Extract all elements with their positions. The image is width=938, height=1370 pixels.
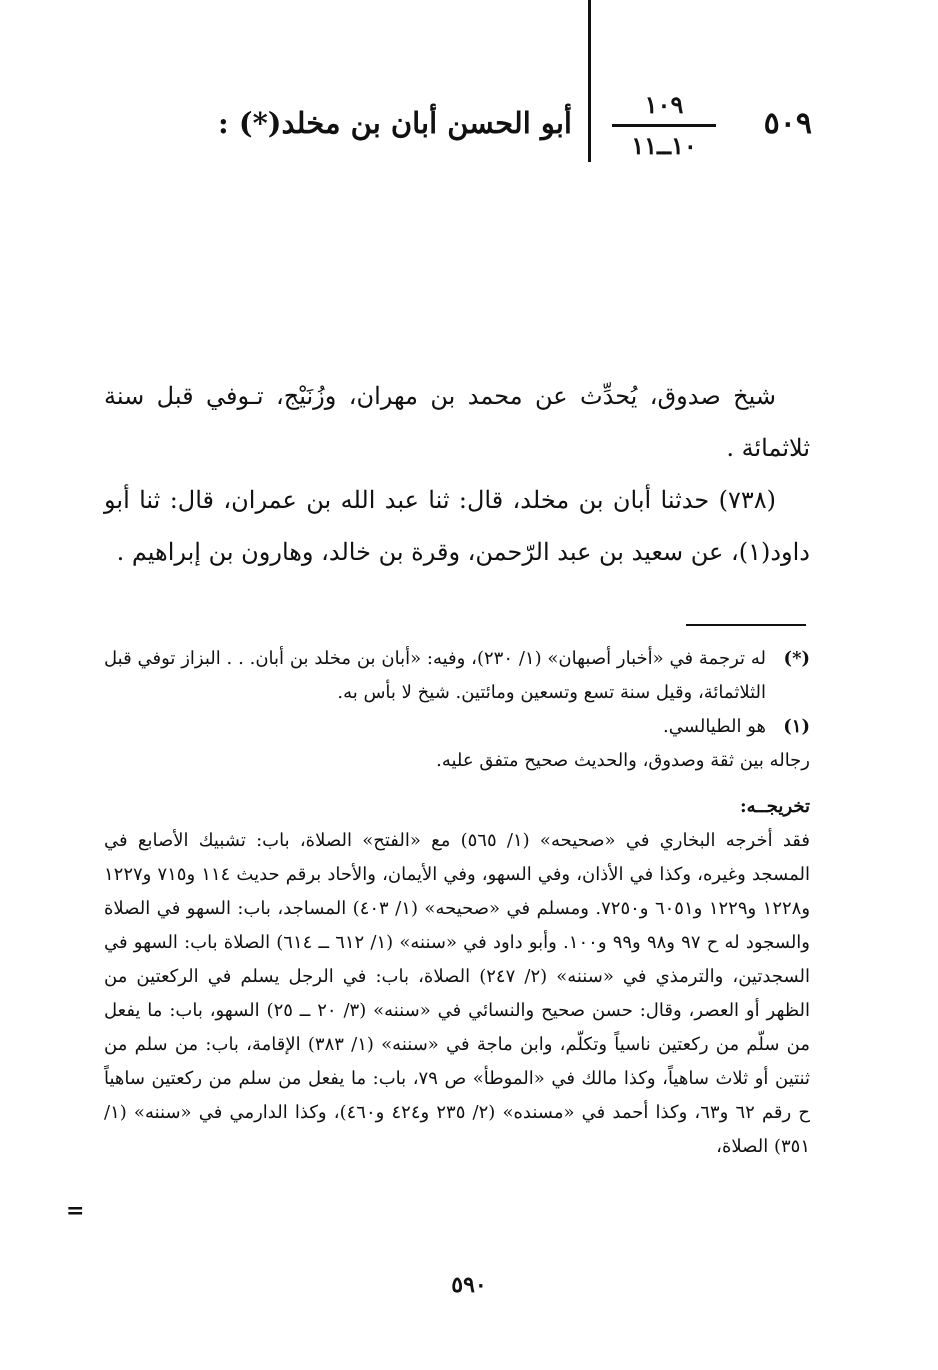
fraction-bar <box>612 124 716 127</box>
footnote-marker: (*) <box>783 648 810 669</box>
biography-paragraph <box>104 370 810 474</box>
hadith-text: (٧٣٨) حدثنا أبان بن مخلد، قال: ثنا عبد الله بن عمران، قال: ثنا أبو داود(١)، عن سعيد بن عبد الرّحمن، وقرة بن خالد، وهارون بن إبراهيم . <box>104 486 810 566</box>
page-number: ٥٩٠ <box>451 1272 487 1298</box>
footnote-marker: (١) <box>783 716 810 737</box>
header-vertical-rule <box>588 0 591 162</box>
entry-number: ٥٠٩ <box>763 106 812 141</box>
reference-bottom: ١٠ــ١١ <box>631 131 697 160</box>
reference-fraction <box>612 88 716 163</box>
footnote <box>104 710 810 744</box>
hadith-paragraph <box>104 474 810 578</box>
footnotes-block <box>104 642 810 1164</box>
footnote-separator <box>686 624 806 626</box>
biography-text: شيخ صدوق، يُحدِّث عن محمد بن مهران، وزُنَيْج، تـوفي قبل سنة ثلاثمائة . <box>104 382 810 462</box>
footnote-text: هو الطيالسي. <box>663 716 766 737</box>
footnote <box>104 642 810 710</box>
takhrij-text: فقد أخرجه البخاري في «صحيحه» (١/ ٥٦٥) مع «الفتح» الصلاة، باب: تشبيك الأصابع في المسجد وغيره، وكذا في الأذان، وفي السهو، وفي الأيمان، والأحاد برقم حديث ١١٤ و٧١٥ و١٢٢٧ و١٢٢٨ و١٢٢٩ و٦٠٥١ و٧٢٥٠. ومسلم في «صحيحه» (١/ ٤٠٣) المساجد، باب: السهو في الصلاة والسجود له ح ٩٧ و٩٨ و٩٩ و١٠٠. وأبو داود في «سننه» (١/ ٦١٢ ــ ٦١٤) الصلاة باب: السهو في السجدتين، والترمذي في «سننه» (٢/ ٢٤٧) الصلاة، باب: في الرجل يسلم في الركعتين من الظهر أو العصر، وقال: حسن صحيح والنسائي في «سننه» (٣/ ٢٠ ــ ٢٥) السهو، باب: ما يفعل من سلّم من ركعتين ناسياً وتكلّم، وابن ماجة في «سننه» (١/ ٣٨٣) الإقامة، باب: من سلم من ثنتين أو ثلاث ساهياً، وكذا مالك في «الموطأ» ص ٧٩، باب: ما يفعل من سلم من ركعتين ساهياً ح رقم ٦٢ و٦٣، وكذا أحمد في «مسنده» (٢/ ٢٣٥ و٤٢٤ و٤٦٠)، وكذا الدارمي في «سننه» (١/ ٣٥١) الصلاة، <box>104 830 811 1157</box>
narrators-note: رجاله بين ثقة وصدوق، والحديث صحيح متفق عليه. <box>436 750 810 771</box>
entry-title: أبو الحسن أبان بن مخلد(*) : <box>218 106 572 140</box>
continuation-mark: = <box>66 1198 85 1224</box>
takhrij-heading: تخريجــه: <box>739 796 810 817</box>
footnote-text: له ترجمة في «أخبار أصبهان» (١/ ٢٣٠)، وفيه: «أبان بن مخلد بن أبان. . . البزاز توفي قبل الثلاثمائة، وقيل سنة تسع وتسعين ومائتين. شيخ لا بأس به. <box>104 648 766 703</box>
reference-top: ١٠٩ <box>644 90 684 119</box>
